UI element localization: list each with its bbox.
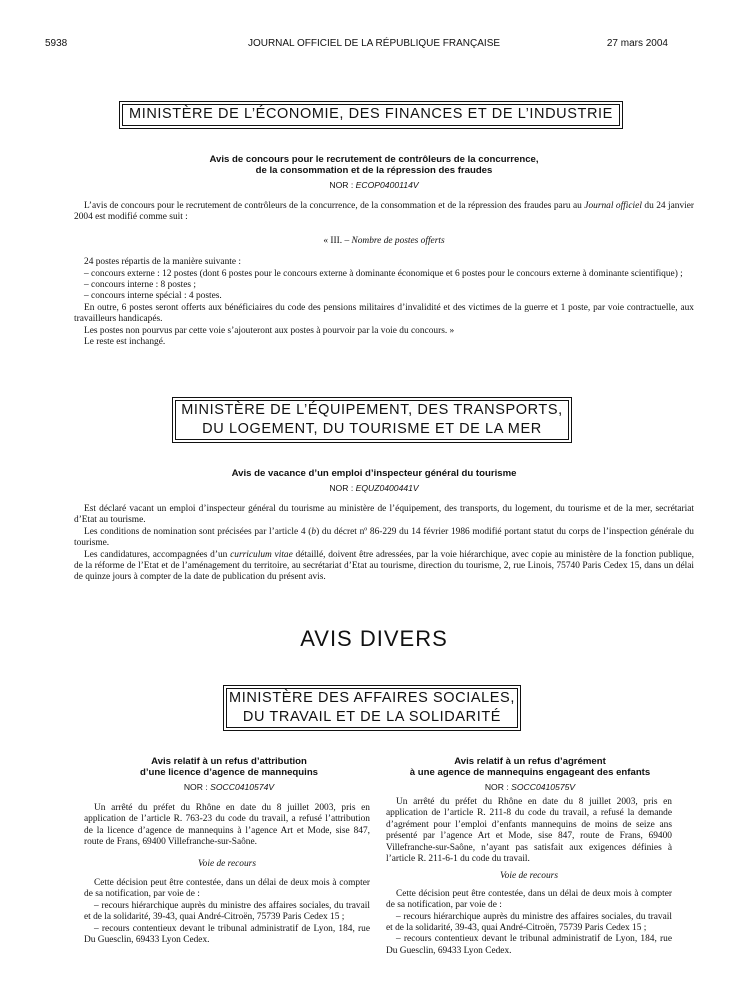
paragraph: Le reste est inchangé. [84,337,166,348]
journal-title: JOURNAL OFFICIEL DE LA RÉPUBLIQUE FRANÇAISE [247,38,501,49]
nor-reference [385,782,675,792]
ministry-box-affaires-sociales [226,688,518,728]
nor-label: NOR : [484,782,509,792]
list-item: – concours externe : 12 postes (dont 6 postes pour le concours externe à dominante économique et 6 postes pour le concours externe à dominante scientifique) ; [84,268,683,279]
section2-body [74,504,694,584]
list-item: – recours contentieux devant le tribunal administratif de Lyon, 184, rue Du Guesclin, 69433 Lyon Cedex. [386,934,672,956]
paragraph: Est déclaré vacant un emploi d’inspecteur général du tourisme au ministère de l’équipement, des transports, du logement, du tourisme et de la mer, secrétariat d’Etat au tourisme. [74,504,694,526]
list-item: – recours hiérarchique auprès du ministre des affaires sociales, du travail et de la solidarité, 39-43, quai André-Citroën, 75739 Paris Cedex 15 ; [386,911,672,934]
avis-title-agrement [385,756,675,778]
para-postes: 24 postes répartis de la manière suivante : [84,257,241,268]
ministry-line-2: DU LOGEMENT, DU TOURISME ET DE LA MER [202,421,542,437]
nor-reference [60,483,688,493]
nor-code: EQUZ0400441V [355,483,419,493]
issue-date: 27 mars 2004 [606,38,668,49]
paragraph: Cette décision peut être contestée, dans un délai de deux mois à compter de sa notification, par voie de : [386,888,672,911]
nor-code: SOCC0410574V [210,782,275,792]
nor-reference [60,180,688,190]
nor-label: NOR : [183,782,208,792]
subheading: « III. – Nombre de postes offerts [323,235,445,246]
paragraph: Un arrêté du préfet du Rhône en date du 8 juillet 2003, pris en application de l’article R. 211-8 du code du travail, a refusé la demande d’agrément pour l’emploi d’enfants mannequins de moins de seize ans présenté par l’agence Art et Mode, sise 847, route de Frans, 69400 Villefranche-sur-Saône, n’ayant pas satisfait aux exigences définies à l’article R. 211-6-1 du code du travail. [386,797,672,865]
left-column-body [84,803,370,946]
paragraph: En outre, 6 postes seront offerts aux bénéficiaires du code des pensions militaires d’invalidité et des victimes de la guerre et 1 poste, par voie contractuelle, aux travailleurs handicapés. [74,302,694,325]
ministry-line-2: DU TRAVAIL ET DE LA SOLIDARITÉ [242,709,502,725]
paragraph: Les conditions de nomination sont précisées par l’article 4 (b) du décret nº 86-229 du 14 février 1986 modifié portant statut du corps de l’inspection générale du tourisme. [74,526,694,549]
title-line-2: à une agence de mannequins engageant des enfants [409,767,651,778]
ministry-box-equipement [175,400,569,440]
nor-reference [84,782,374,792]
avis-divers-heading: AVIS DIVERS [300,626,448,651]
title-line-2: d’une licence d’agence de mannequins [139,767,319,778]
ministry-title: MINISTÈRE DE L’ÉCONOMIE, DES FINANCES ET DE L’INDUSTRIE [129,106,613,122]
section1-body [74,201,694,348]
title-line-1: Avis relatif à un refus d’agrément [454,756,606,767]
list-item: – concours interne : 8 postes ; [84,280,196,291]
nor-code: ECOP0400114V [355,180,419,190]
title-line-1: Avis relatif à un refus d’attribution [151,756,307,767]
paragraph: Un arrêté du préfet du Rhône en date du 8 juillet 2003, pris en application de l’article R. 763-23 du code du travail, a refusé l’attribution de la licence d’agence de mannequins à l’agence Art et Mode, sise 847, route de Frans, 69400 Villefranche-sur-Saône. [84,803,370,848]
avis-title-concours [60,154,688,176]
title-line-2: de la consommation et de la répression des fraudes [255,165,493,176]
ministry-line-1: MINISTÈRE DES AFFAIRES SOCIALES, [229,690,515,706]
avis-title-licence [84,756,374,778]
title-line-1: Avis de concours pour le recrutement de contrôleurs de la concurrence, [209,154,539,165]
right-column-body [386,797,672,957]
nor-label: NOR : [329,483,354,493]
nor-label: NOR : [329,180,354,190]
paragraph: Les postes non pourvus par cette voie s’ajouteront aux postes à pourvoir par la voie du concours. » [84,325,455,336]
list-item: – concours interne spécial : 4 postes. [84,291,222,302]
list-item: – recours hiérarchique auprès du ministre des affaires sociales, du travail et de la solidarité, 39-43, quai André-Citroën, 75739 Paris Cedex 15 ; [84,900,370,923]
voie-recours-heading: Voie de recours [500,871,558,882]
page-number: 5938 [45,38,68,49]
paragraph: Les candidatures, accompagnées d’un curriculum vitae détaillé, doivent être adressées, par la voie hiérarchique, avec copie au ministère de la fonction publique, de la réforme de l’Etat et de l’aménagement du territoire, au secrétariat d’Etat au tourisme, direction du tourisme, 2, rue Linois, 75740 Paris Cedex 15, dans un délai de quinze jours à compter de la date de publication du présent avis. [74,549,695,583]
voie-recours-heading: Voie de recours [198,858,256,869]
paragraph: Cette décision peut être contestée, dans un délai de deux mois à compter de sa notification, par voie de : [84,878,370,900]
avis-title-tourisme: Avis de vacance d’un emploi d’inspecteur général du tourisme [231,468,517,479]
ministry-box-economie [122,104,620,126]
intro-paragraph: L’avis de concours pour le recrutement de contrôleurs de la concurrence, de la consommation et de la répression des fraudes paru au Journal officiel du 24 janvier 2004 est modifié comme suit : [74,201,695,223]
list-item: – recours contentieux devant le tribunal administratif de Lyon, 184, rue Du Guesclin, 69433 Lyon Cedex. [84,923,370,946]
nor-code: SOCC0410575V [511,782,576,792]
ministry-line-1: MINISTÈRE DE L’ÉQUIPEMENT, DES TRANSPORTS, [181,402,563,418]
